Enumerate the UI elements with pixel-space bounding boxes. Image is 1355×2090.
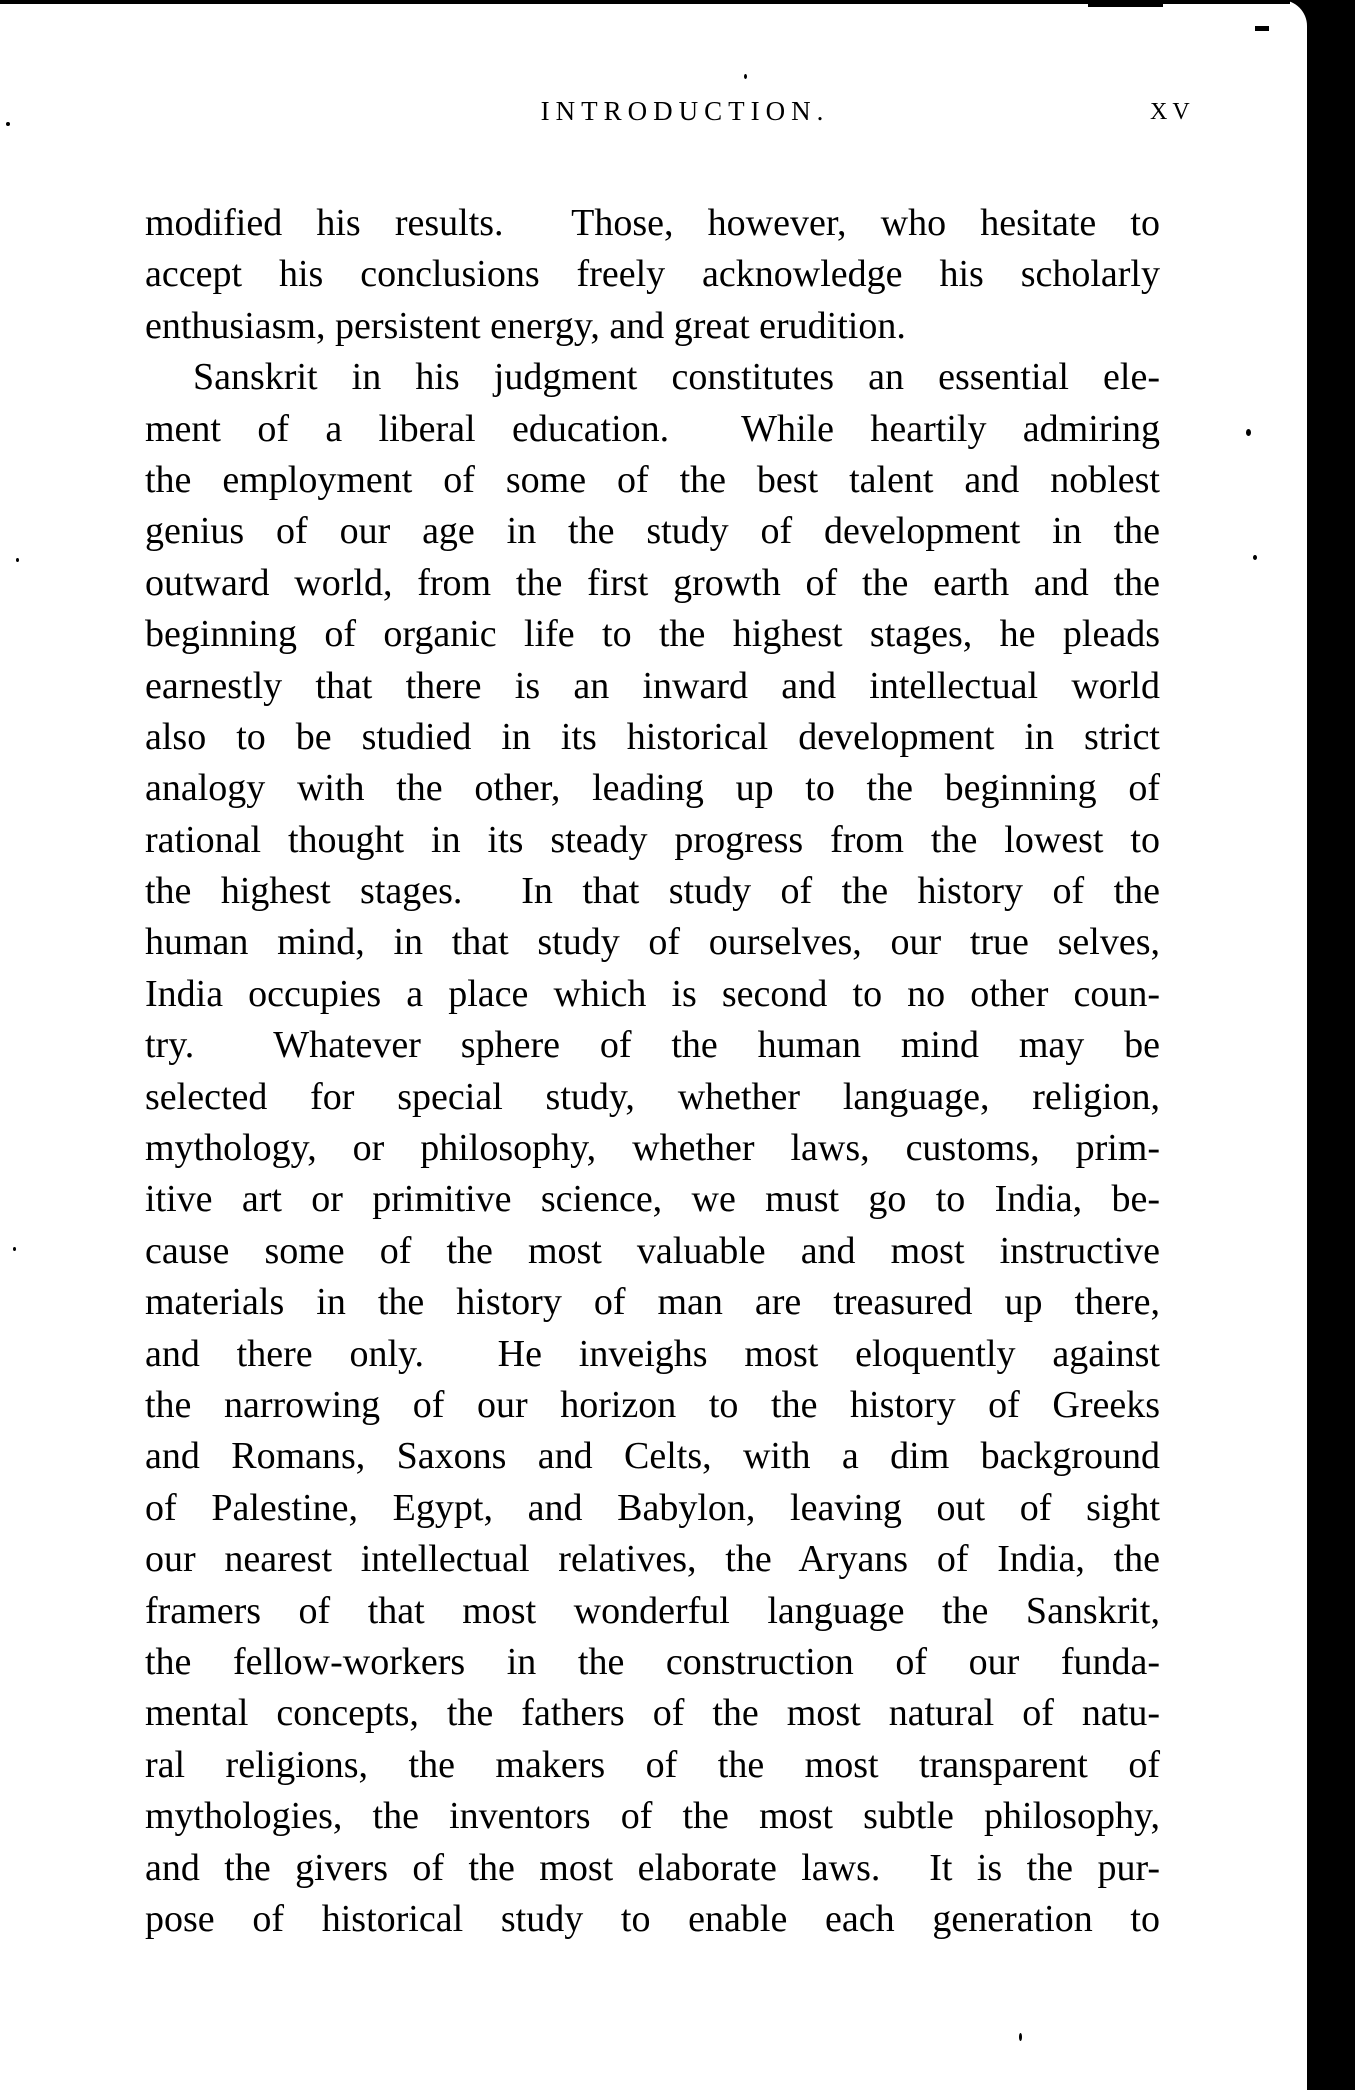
text-line: enthusiasm, persistent energy, and great erudition. [145,304,906,347]
text-line: genius of our age in the study of development in the [145,510,1160,553]
text-line: itive art or primitive science, we must go to India, be- [145,1178,1160,1221]
scan-speck [1019,2033,1022,2041]
text-line: the employment of some of the best talent and noblest [145,458,1160,501]
text-line: Sanskrit in his judgment constitutes an essential ele- [193,356,1160,399]
text-line: and there only. He inveighs most eloquently against [145,1332,1160,1375]
text-line: human mind, in that study of ourselves, our true selves, [145,921,1160,964]
text-line: materials in the history of man are treasured up there, [145,1281,1160,1324]
text-line: mental concepts, the fathers of the most natural of natu- [145,1692,1160,1735]
text-line: of Palestine, Egypt, and Babylon, leaving out of sight [145,1486,1160,1529]
text-line: India occupies a place which is second to no other coun- [145,972,1160,1015]
text-line: also to be studied in its historical development in strict [145,715,1160,758]
text-line: accept his conclusions freely acknowledge his scholarly [145,253,1160,296]
scan-speck [13,1247,16,1251]
scan-speck [1253,555,1257,560]
text-line: the narrowing of our horizon to the history of Greeks [145,1383,1160,1426]
text-line: the highest stages. In that study of the history of the [145,870,1160,913]
text-line: selected for special study, whether language, religion, [145,1075,1160,1118]
scan-edge-band [1305,0,1355,2090]
body-text [145,198,1160,1945]
text-line: pose of historical study to enable each generation to [145,1897,1160,1940]
scan-speck [744,74,747,79]
text-line: mythology, or philosophy, whether laws, customs, prim- [145,1127,1160,1170]
scan-edge-top-segment [1088,0,1163,7]
text-line: mythologies, the inventors of the most subtle philosophy, [145,1795,1160,1838]
scan-speck [16,558,19,562]
text-line: framers of that most wonderful language the Sanskrit, [145,1589,1160,1632]
text-line: ral religions, the makers of the most transparent of [145,1743,1160,1786]
text-line: and Romans, Saxons and Celts, with a dim background [145,1435,1160,1478]
scan-artifact-dash [1255,26,1269,31]
text-line: outward world, from the first growth of the earth and the [145,561,1160,604]
scan-speck [6,122,10,126]
text-line: try. Whatever sphere of the human mind may be [145,1024,1160,1067]
text-line: the fellow-workers in the construction of our funda- [145,1640,1160,1683]
page-number: XV [1150,99,1195,125]
text-line: rational thought in its steady progress from the lowest to [145,818,1160,861]
running-header-title: INTRODUCTION. [540,96,830,126]
text-line: analogy with the other, leading up to the beginning of [145,767,1160,810]
text-line: earnestly that there is an inward and intellectual world [145,664,1160,707]
text-line: ment of a liberal education. While heartily admiring [145,407,1160,450]
scan-speck [1246,429,1251,436]
text-line: our nearest intellectual relatives, the Aryans of India, the [145,1538,1160,1581]
text-line: modified his results. Those, however, who hesitate to [145,202,1160,244]
text-line: and the givers of the most elaborate laws. It is the pur- [145,1846,1160,1889]
text-line: beginning of organic life to the highest stages, he pleads [145,613,1160,656]
text-line: cause some of the most valuable and most instructive [145,1229,1160,1272]
